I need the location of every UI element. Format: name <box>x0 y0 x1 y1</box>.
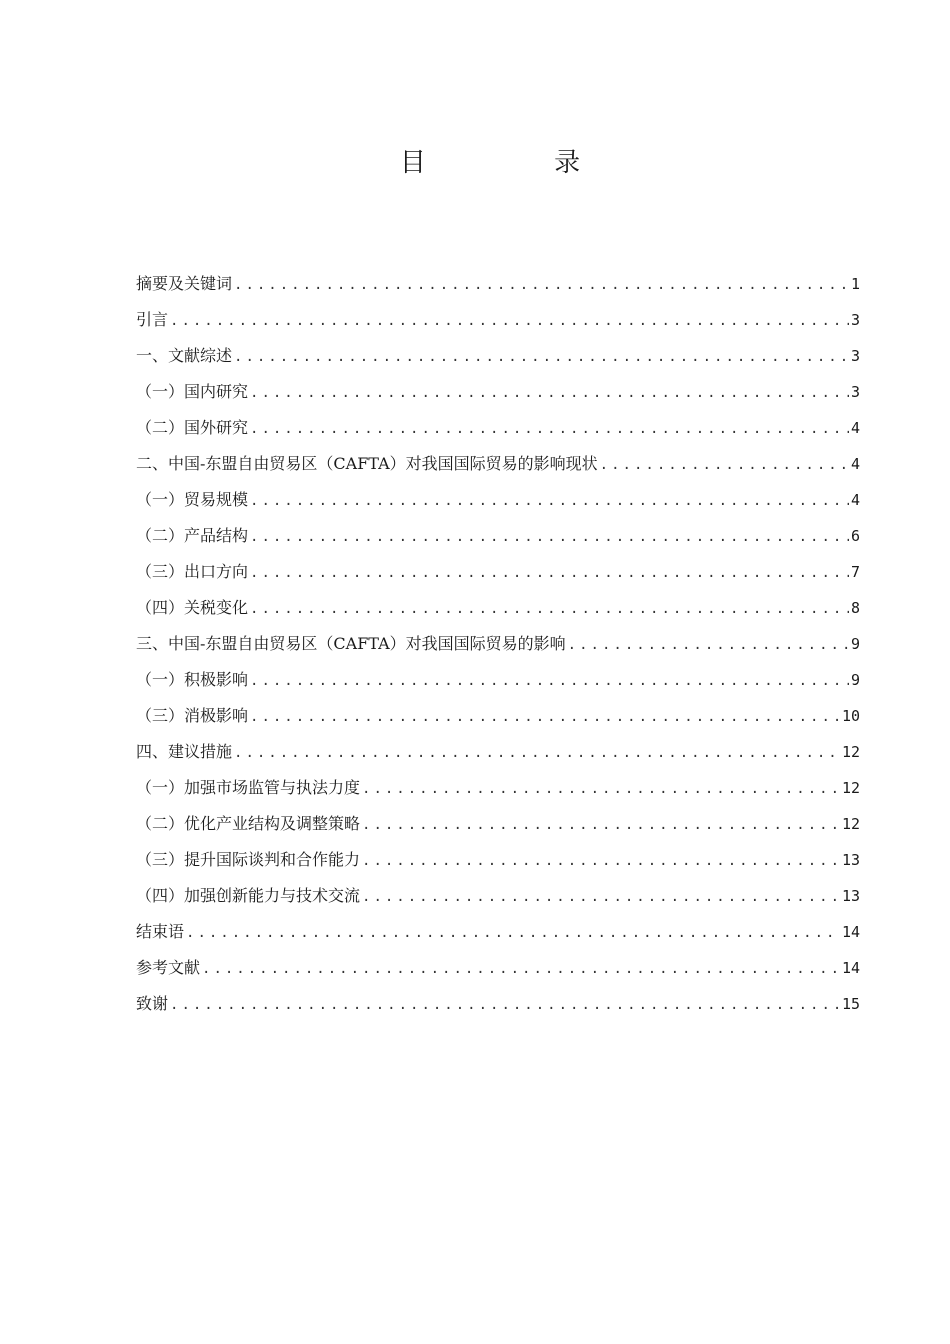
toc-entry[interactable] <box>136 770 860 806</box>
toc-page-number: 14 <box>841 959 860 977</box>
toc-entry-label: （一）加强市场监管与执法力度 <box>136 778 361 797</box>
toc-dot-leader <box>186 915 840 950</box>
toc-entry-label: （二）国外研究 <box>136 418 249 437</box>
toc-entry[interactable] <box>136 338 860 374</box>
toc-page-number: 13 <box>841 851 860 869</box>
toc-entry-label: 引言 <box>136 310 169 329</box>
toc-entry[interactable] <box>136 302 860 338</box>
toc-dot-leader <box>170 987 840 1022</box>
toc-entry-label: 结束语 <box>136 922 185 941</box>
toc-entry-label: 三、中国-东盟自由贸易区（CAFTA）对我国国际贸易的影响 <box>136 634 566 653</box>
toc-entry[interactable] <box>136 518 860 554</box>
toc-dot-leader <box>234 339 849 374</box>
toc-entry-label: 四、建议措施 <box>136 742 233 761</box>
toc-entry-label: （二）优化产业结构及调整策略 <box>136 814 361 833</box>
toc-page-number: 12 <box>841 743 860 761</box>
toc-page-number: 4 <box>850 491 860 509</box>
toc-dot-leader <box>250 555 849 590</box>
toc-entry-label: 摘要及关键词 <box>136 274 233 293</box>
toc-page-number: 4 <box>850 419 860 437</box>
toc-dot-leader <box>202 951 840 986</box>
toc-entry-label: 参考文献 <box>136 958 201 977</box>
toc-page-number: 13 <box>841 887 860 905</box>
toc-entry[interactable] <box>136 698 860 734</box>
toc-title: 目 录 <box>399 148 641 178</box>
toc-page-number: 12 <box>841 779 860 797</box>
toc-dot-leader <box>234 735 840 770</box>
toc-dot-leader <box>250 375 849 410</box>
toc-page-number: 6 <box>850 527 860 545</box>
toc-entry[interactable] <box>136 554 860 590</box>
toc-entry-label: （一）积极影响 <box>136 670 249 689</box>
toc-dot-leader <box>250 699 840 734</box>
toc-entry[interactable] <box>136 914 860 950</box>
toc-page-number: 9 <box>850 635 860 653</box>
toc-dot-leader <box>362 843 840 878</box>
toc-entry-label: （一）国内研究 <box>136 382 249 401</box>
toc-entry-label: （三）消极影响 <box>136 706 249 725</box>
toc-entry[interactable] <box>136 950 860 986</box>
toc-dot-leader <box>362 771 840 806</box>
toc-dot-leader <box>362 807 840 842</box>
toc-entry[interactable] <box>136 266 860 302</box>
toc-entry[interactable] <box>136 662 860 698</box>
toc-entry[interactable] <box>136 410 860 446</box>
toc-dot-leader <box>250 411 849 446</box>
toc-dot-leader <box>600 447 849 482</box>
toc-dot-leader <box>362 879 840 914</box>
toc-entry-label: 致谢 <box>136 994 169 1013</box>
toc-entry-label: （四）加强创新能力与技术交流 <box>136 886 361 905</box>
toc-entry[interactable] <box>136 374 860 410</box>
toc-page-number: 14 <box>841 923 860 941</box>
toc-entry[interactable] <box>136 842 860 878</box>
toc-entry[interactable] <box>136 482 860 518</box>
toc-entry[interactable] <box>136 806 860 842</box>
toc-entry[interactable] <box>136 590 860 626</box>
toc-page-number: 3 <box>850 311 860 329</box>
toc-page-number: 8 <box>850 599 860 617</box>
toc-page-number: 3 <box>850 347 860 365</box>
toc-dot-leader <box>234 267 849 302</box>
toc-page-number: 3 <box>850 383 860 401</box>
toc-page-number: 10 <box>841 707 860 725</box>
toc-page-number: 1 <box>850 275 860 293</box>
toc-dot-leader <box>170 303 849 338</box>
toc-page-number: 15 <box>841 995 860 1013</box>
table-of-contents <box>136 266 860 1022</box>
toc-entry-label: （三）提升国际谈判和合作能力 <box>136 850 361 869</box>
toc-dot-leader <box>250 663 849 698</box>
toc-dot-leader <box>250 591 849 626</box>
toc-entry[interactable] <box>136 626 860 662</box>
toc-entry-label: 一、文献综述 <box>136 346 233 365</box>
toc-dot-leader <box>568 627 849 662</box>
toc-entry-label: （四）关税变化 <box>136 598 249 617</box>
toc-dot-leader <box>250 483 849 518</box>
toc-entry-label: 二、中国-东盟自由贸易区（CAFTA）对我国国际贸易的影响现状 <box>136 454 598 473</box>
toc-entry-label: （三）出口方向 <box>136 562 249 581</box>
toc-entry[interactable] <box>136 734 860 770</box>
toc-page-number: 4 <box>850 455 860 473</box>
toc-entry[interactable] <box>136 986 860 1022</box>
toc-dot-leader <box>250 519 849 554</box>
toc-page-number: 9 <box>850 671 860 689</box>
toc-entry-label: （一）贸易规模 <box>136 490 249 509</box>
toc-entry[interactable] <box>136 878 860 914</box>
toc-entry[interactable] <box>136 446 860 482</box>
toc-page-number: 7 <box>850 563 860 581</box>
toc-entry-label: （二）产品结构 <box>136 526 249 545</box>
toc-page-number: 12 <box>841 815 860 833</box>
